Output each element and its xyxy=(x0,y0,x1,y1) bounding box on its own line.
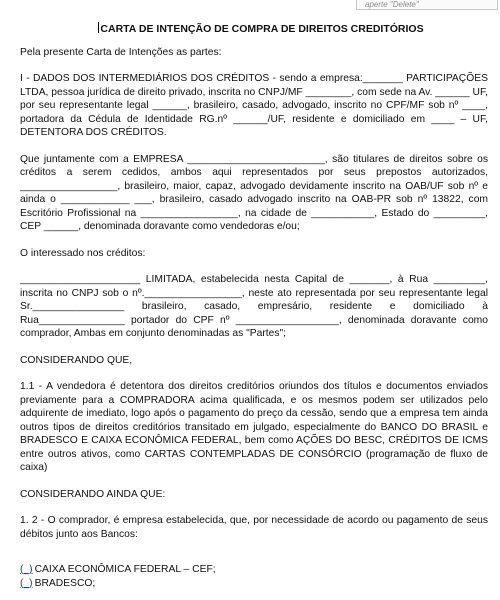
buyer-paragraph: _____________________ LIMITADA, estabelecida nesta Capital de _______, à Rua _________, inscrita no CNPJ sob o nº._________________, neste ato representada por seu representante legal Sr.________________ brasileiro, casado, empresário, residente e domiciliado à Rua_______________ portador do CPF nº __________________, denominada doravante como comprador, Ambas em conjunto denominadas as "Partes"; xyxy=(20,274,488,339)
checkbox-bradesco[interactable]: (_) xyxy=(20,577,33,589)
document-title xyxy=(20,22,488,37)
intro-paragraph: Pela presente Carta de Intenções as partes: xyxy=(20,46,222,58)
bank-label-cef: CAIXA ECONÔMICA FEDERAL – CEF; xyxy=(34,564,216,575)
clause-1-2-paragraph: 1. 2 - O comprador, é empresa estabelecida, que, por necessidade de acordo ou pagamento de seus débitos junto aos Bancos: xyxy=(20,515,488,540)
document-page xyxy=(20,22,488,590)
delete-hint-tooltip: aperte "Delete" xyxy=(356,0,498,10)
document-title-text: CARTA DE INTENÇÃO DE COMPRA DE DIREITOS CREDITÓRIOS xyxy=(100,23,424,35)
checkbox-cef[interactable]: (_) xyxy=(20,564,33,575)
bank-option-cef xyxy=(20,563,488,577)
considerando-ainda-heading: CONSIDERANDO AINDA QUE: xyxy=(20,488,166,500)
spacer xyxy=(20,541,488,563)
bank-label-bradesco: BRADESCO; xyxy=(34,577,96,589)
clause-1-1-paragraph: 1.1 - A vendedora é detentora dos direitos creditórios oriundos dos títulos e documentos enviados previamente para a COMPRADORA acima qualificada, e os mesmos podem ser utilizados pelo adquirente de imediato, logo após o pagamento do preço da cessão, sendo que a empresa tem ainda outros tipos de direitos creditórios transitado em julgado, especialmente do BANCO DO BRASIL e BRADESCO E CAIXA ECONÔMICA FEDERAL, bem como AÇÕES DO BESC, CRÉDITOS DE ICMS entre outros ativos, como CARTAS CONTEMPLADAS DE CONSÓRCIO (programação de fluxo de caixa) xyxy=(20,381,488,473)
interessado-heading: O interessado nos créditos: xyxy=(20,247,146,259)
considerando-heading: CONSIDERANDO QUE, xyxy=(20,354,133,366)
sellers-paragraph: Que juntamente com a EMPRESA ________________________, são titulares de direitos sobre os créditos a serem cedidos, ambos aqui representados por seus prepostos autorizados, _________________, brasileiro, maior, capaz, advogado devidamente inscrito na OAB/UF sob nº e ainda o ____________ ___, brasileiro, casado advogado inscrito na OAB-PR sob nº 13822, com Escritório Profissional na _________________, na cidade de ___________, Estado do _________, CEP ______, denominada doravante como vendedoras e/ou; xyxy=(20,153,488,232)
intermediaries-paragraph: I - DADOS DOS INTERMEDIÁRIOS DOS CRÉDITOS - sendo a empresa:_______ PARTICIPAÇÕES LTDA, pessoa jurídica de direito privado, inscrita no CNPJ/MF ________, com sede na Av. ______ UF, por seu representante legal ______, brasileiro, casado, advogado, inscrito no CPF/MF sob nº ____, portadora da Cédula de Identidade RG.nº ______/UF, residente e domiciliado em ____ – UF, DETENTORA DOS CRÉDITOS. xyxy=(20,73,488,138)
bank-option-bradesco xyxy=(20,577,488,591)
